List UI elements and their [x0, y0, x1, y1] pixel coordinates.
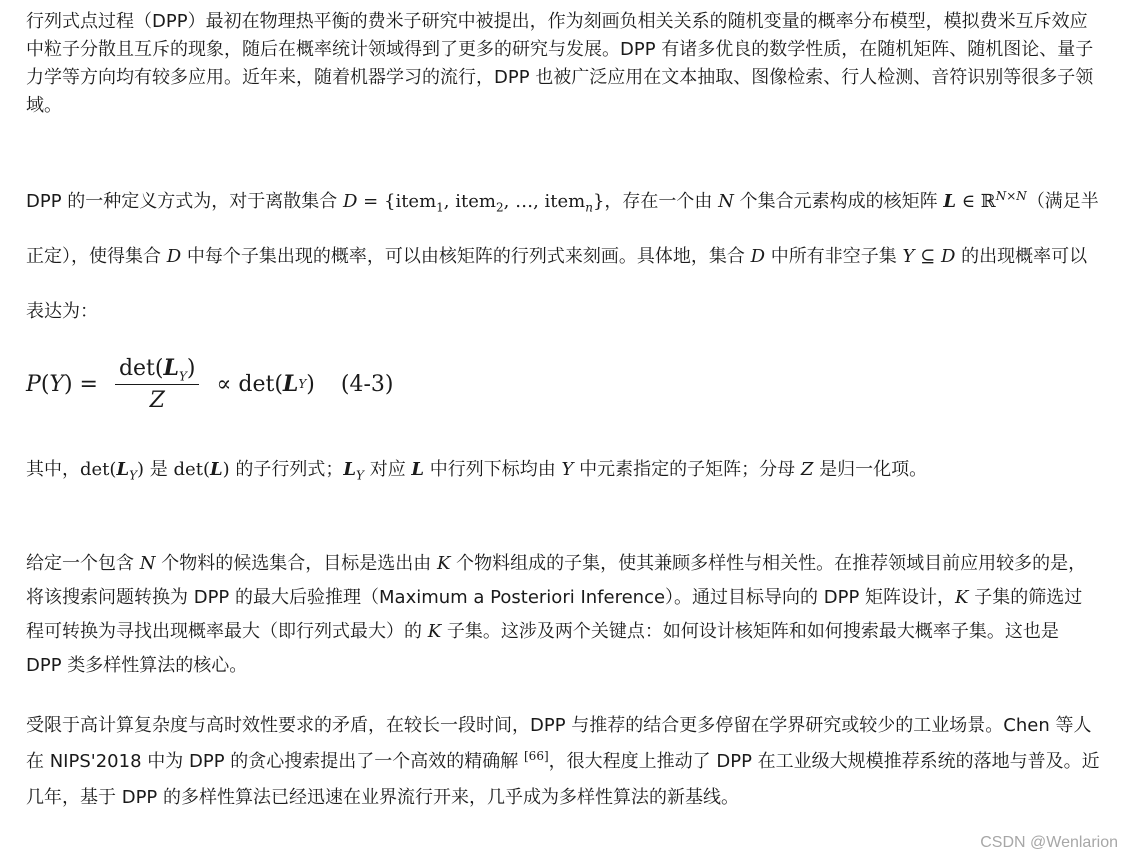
math-var-N: N: [139, 553, 156, 574]
math-superscript: N×N: [995, 189, 1027, 203]
math-var-D: D: [343, 191, 358, 212]
math-subscript: Y: [178, 369, 187, 384]
math-det: det: [118, 356, 155, 381]
text: （满足半正定），使得集合: [26, 191, 1099, 267]
text: 中所有非空子集: [765, 246, 903, 267]
math-det: det: [173, 459, 203, 480]
paragraph-dpp-intro: 行列式点过程（DPP）最初在物理热平衡的费米子研究中被提出，作为刻画负相关关系的随机变量的概率分布模型，模拟费米互斥效应中粒子分散且互斥的现象，随后在概率统计领域得到了更多的研究与发展。DPP 有诸多优良的数学性质，在随机矩阵、随机图论、量子力学等方向均有较多应用。近年来，随着机器学习的流行，DPP 也被广泛应用在文本抽取、图像检索、行人检测、音符识别等很多子领域。: [26, 11, 1094, 116]
math-var-Z: Z: [800, 459, 814, 480]
math-symbol: = {: [357, 191, 396, 212]
math-var-Y: Y: [561, 459, 574, 480]
text: ，存在一个由: [604, 191, 719, 212]
math-symbol: ): [63, 371, 73, 397]
math-symbol: (: [40, 371, 50, 397]
math-var-K: K: [436, 553, 451, 574]
math-matrix-L: L: [163, 355, 179, 381]
math-var-D: D: [750, 246, 766, 267]
math-symbol: }: [592, 191, 605, 212]
math-matrix-L: L: [209, 459, 223, 480]
math-subscript: Y: [356, 468, 364, 483]
fraction-numerator: [115, 355, 200, 385]
paragraph-dpp-definition: [26, 174, 1100, 339]
math-subscript: 2: [495, 200, 504, 215]
math-dots: …: [515, 191, 534, 212]
text: 是归一化项。: [813, 459, 928, 480]
text: 其中，: [26, 459, 80, 480]
math-symbol: ∝: [209, 371, 239, 397]
text: DPP 的一种定义方式为，对于离散集合: [26, 191, 344, 212]
math-det: det: [80, 459, 110, 480]
equation-label: (4-3): [340, 371, 394, 397]
math-item: item: [544, 191, 586, 212]
math-matrix-L: L: [116, 459, 130, 480]
math-symbol: ,: [443, 191, 456, 212]
math-matrix-L: L: [411, 459, 425, 480]
math-subscript: Y: [129, 468, 138, 483]
paragraph-map-inference: [26, 547, 1100, 683]
math-matrix-L: L: [943, 191, 957, 212]
citation-ref[interactable]: [66]: [524, 749, 549, 763]
text: 个物料组成的子集，使其兼顾多样性与相关性。在推荐领域目前应用较多的是，将该搜索问题转换为 DPP 的最大后验推理（Maximum a Posteriori Inference）。通过目标导向的 DPP 矩阵设计，: [26, 553, 1087, 608]
math-matrix-L: L: [282, 371, 299, 397]
text: 给定一个包含: [26, 553, 140, 574]
math-symbol: =: [72, 371, 105, 397]
math-symbol: ⊆: [914, 246, 941, 267]
text: ，很大程度上推动了 DPP 在工业级大规模推荐系统的落地与普及。近几年，基于 DPP 的多样性算法已经迅速在业界流行开来，几乎成为多样性算法的新基线。: [26, 751, 1100, 808]
fraction-denominator: Z: [149, 388, 165, 413]
text: 子集。这涉及两个关键点：如何设计核矩阵和如何搜索最大概率子集。这也是 DPP 类多样性算法的核心。: [26, 621, 1059, 676]
paragraph-industry-adoption: [26, 708, 1100, 816]
math-var-Y: Y: [49, 371, 64, 397]
math-var-P: P: [26, 371, 41, 397]
math-var-N: N: [718, 191, 734, 212]
text: 子集的筛选过程可转换为寻找出现概率最大（即行列式最大）的: [26, 587, 1083, 642]
text: 中每个子集出现的概率，可以由核矩阵的行列式来刻画。具体地，集合: [181, 246, 751, 267]
paragraph-formula-explanation: 其中，$\det(L_Y)$ 是 det(L) 的子行列式；$L_Y$ 对应 L 中行列下标均由 Y 中元素指定的子矩阵；分母 Z 是归一化项。: [26, 459, 928, 483]
math-symbol: (: [274, 371, 283, 397]
math-var-D: D: [940, 246, 956, 267]
text: 中行列下标均由: [424, 459, 562, 480]
text: 的子行列式；: [229, 459, 344, 480]
text: 是: [144, 459, 174, 480]
text: 个集合元素构成的核矩阵: [733, 191, 944, 212]
math-symbol: ): [306, 371, 315, 397]
math-matrix-L: L: [343, 459, 357, 480]
math-item: item: [455, 191, 496, 212]
math-var-Y: Y: [902, 246, 915, 267]
math-symbol: (: [154, 356, 164, 381]
text: 中元素指定的子矩阵；分母: [573, 459, 801, 480]
text: 受限于高计算复杂度与高时效性要求的矛盾，在较长一段时间，DPP 与推荐的结合更多停留在学界研究或较少的工业场景。Chen 等人在 NIPS'2018 中为 DPP 的贪心搜索提出了一个高效的精确解: [26, 715, 1092, 772]
math-subscript: 1: [436, 200, 444, 215]
math-det: det: [238, 371, 275, 397]
math-fraction: [115, 355, 200, 413]
math-var-K: K: [955, 587, 969, 608]
math-var-K: K: [427, 621, 442, 642]
math-symbol: ,: [503, 191, 516, 212]
math-item: item: [395, 191, 437, 212]
equation-4-3: P ( Y ) = $\frac{\det(L_Y)}{Z}$ ∝ det ( L Y ) (4-3): [26, 355, 394, 413]
math-subscript: n: [585, 200, 593, 215]
math-symbol: ): [186, 356, 196, 381]
math-symbol: ∈ ℝ: [956, 191, 996, 212]
text: 个物料的候选集合，目标是选出由: [155, 553, 437, 574]
watermark: CSDN @Wenlarion: [980, 834, 1118, 851]
math-symbol: ,: [533, 191, 545, 212]
math-var-D: D: [166, 246, 182, 267]
text: 的出现概率可以表达为：: [26, 246, 1088, 322]
text: 对应: [363, 459, 412, 480]
